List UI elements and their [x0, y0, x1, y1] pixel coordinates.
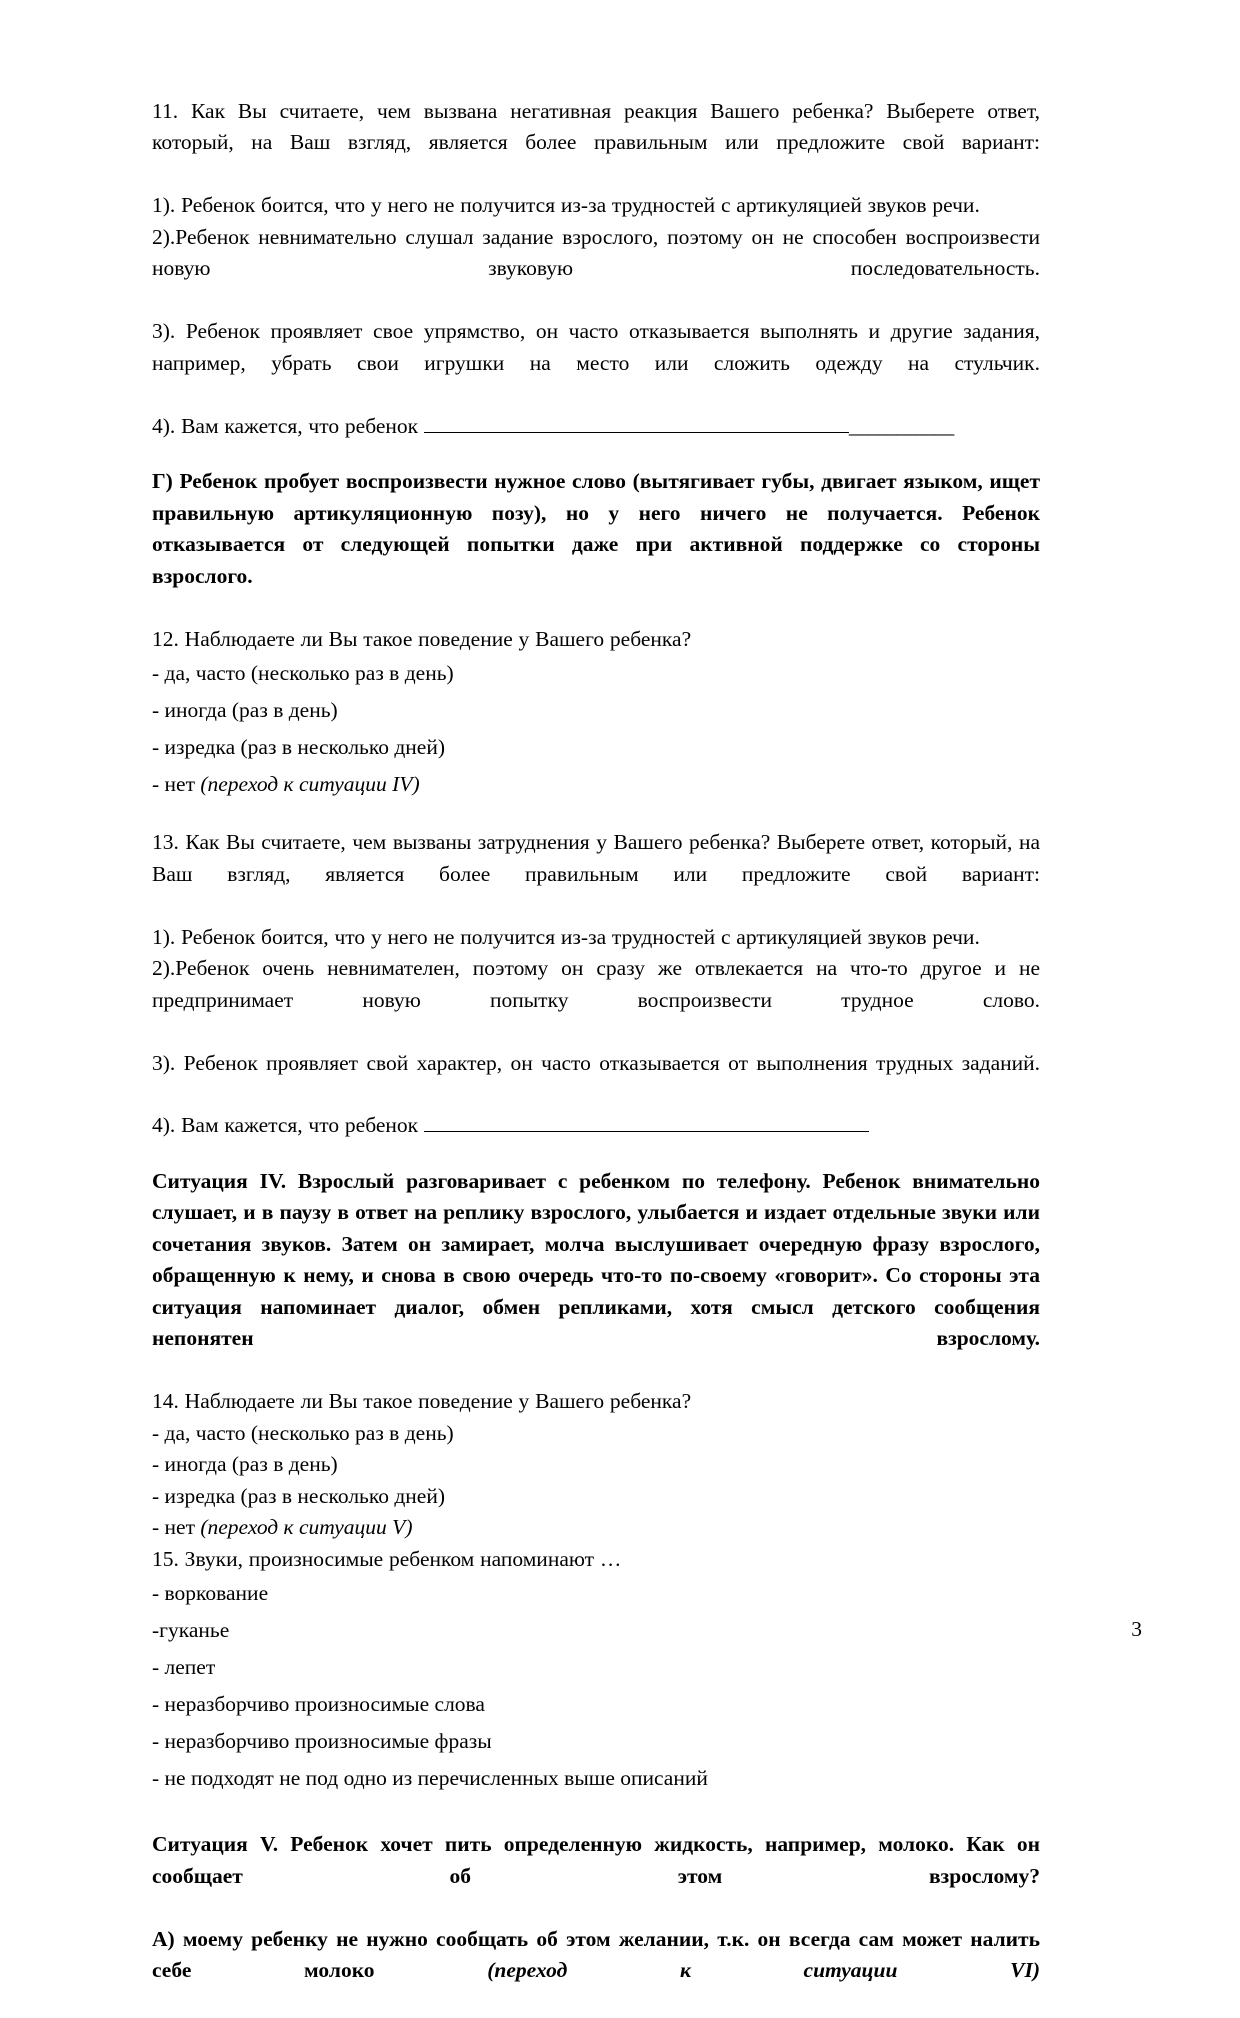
spacer: [152, 803, 1040, 827]
situation-v-heading: Ситуация V. Ребенок хочет пить определенную жидкость, например, молоко. Как он сообщает об этом взрослому?: [152, 1832, 1040, 1888]
question-11-option-4: [152, 411, 1040, 442]
question-15-text: 15. Звуки, произносимые ребенком напоминают …: [152, 1546, 622, 1571]
question-12-option-no-label: - нет: [152, 772, 201, 797]
question-15-option-unclear-words[interactable]: - неразборчиво произносимые слова: [152, 1692, 485, 1717]
question-13-text: 13. Как Вы считаете, чем вызваны затруднения у Вашего ребенка? Выберете ответ, который, на Ваш взгляд, является более правильным или предложите свой вариант:: [152, 830, 1040, 886]
question-14-option-no[interactable]: [152, 1512, 1040, 1543]
question-14-option-sometimes[interactable]: - иногда (раз в день): [152, 1452, 338, 1477]
section-g-heading: Г) Ребенок пробует воспроизвести нужное слово (вытягивает губы, двигает языком, ищет правильную артикуляционную позу), но у него ничего не получается. Ребенок отказывается от следующей попытки даже при активной поддержке со стороны взрослого.: [152, 469, 1040, 588]
question-14-option-no-label: - нет: [152, 1515, 201, 1540]
question-13-option-4-label: 4). Вам кажется, что ребенок: [152, 1113, 419, 1138]
question-14-text: 14. Наблюдаете ли Вы такое поведение у Вашего ребенка?: [152, 1389, 692, 1414]
question-13-option-3: 3). Ребенок проявляет свой характер, он часто отказывается от выполнения трудных заданий.: [152, 1050, 1040, 1075]
question-15-option-gukanye[interactable]: -гуканье: [152, 1618, 230, 1643]
question-15-option-babbling[interactable]: - лепет: [152, 1655, 216, 1680]
question-13-answer-blank[interactable]: [424, 1111, 869, 1132]
question-12-option-rarely[interactable]: - изредка (раз в несколько дней): [152, 735, 445, 760]
question-11-answer-blank[interactable]: [424, 411, 849, 432]
question-15-option-cooing[interactable]: - воркование: [152, 1581, 269, 1606]
question-11-option-4-label: 4). Вам кажется, что ребенок: [152, 413, 419, 438]
question-14-option-rarely[interactable]: - изредка (раз в несколько дней): [152, 1483, 445, 1508]
question-11-option-2: 2).Ребенок невнимательно слушал задание взрослого, поэтому он не способен воспроизвести новую звуковую последовательность.: [152, 224, 1040, 281]
question-15-option-unclear-phrases[interactable]: - неразборчиво произносимые фразы: [152, 1729, 492, 1754]
question-12-option-no-note: (переход к ситуации IV): [200, 772, 420, 797]
question-11-trailing-dashes: ___________: [848, 413, 953, 438]
question-12-option-yes-often[interactable]: - да, часто (несколько раз в день): [152, 661, 454, 686]
spacer: [152, 442, 1040, 466]
spacer: [152, 1142, 1040, 1166]
question-15-option-none-of-above[interactable]: - не подходят не под одно из перечисленных выше описаний: [152, 1766, 708, 1791]
page-content: [152, 96, 1040, 2018]
question-14-option-no-note: (переход к ситуации V): [200, 1515, 413, 1540]
question-14-option-yes-often[interactable]: - да, часто (несколько раз в день): [152, 1420, 454, 1445]
question-12-option-sometimes[interactable]: - иногда (раз в день): [152, 698, 338, 723]
question-11-option-1: 1). Ребенок боится, что у него не получится из-за трудностей с артикуляцией звуков речи.: [152, 193, 980, 218]
question-12-option-no[interactable]: [152, 766, 1040, 803]
question-12-text: 12. Наблюдаете ли Вы такое поведение у Вашего ребенка?: [152, 626, 692, 651]
situation-iv-heading: Ситуация IV. Взрослый разговаривает с ребенком по телефону. Ребенок внимательно слушает, и в паузу в ответ на реплику взрослого, улыбается и издает отдельные звуки или сочетания звуков. Затем он замирает, молча выслушивает очередную фразу взрослого, обращенную к нему, и снова в свою очередь что-то по-своему «говорит». Со стороны эта ситуация напоминает диалог, обмен репликами, хотя смысл детского сообщения непонятен взрослому.: [152, 1168, 1040, 1351]
spacer: [152, 1797, 1040, 1829]
question-11-option-3: 3). Ребенок проявляет свое упрямство, он часто отказывается выполнять и другие задания, например, убрать свои игрушки на место или сложить одежду на стульчик.: [152, 319, 1040, 375]
question-13-option-2: 2).Ребенок очень невнимателен, поэтому он сразу же отвлекается на что-то другое и не предпринимает новую попытку воспроизвести трудное слово.: [152, 956, 1040, 1012]
question-11-text: 11. Как Вы считаете, чем вызвана негативная реакция Вашего ребенка? Выберете ответ, который, на Ваш взгляд, является более правильным или предложите свой вариант:: [152, 99, 1040, 155]
question-13-option-1: 1). Ребенок боится, что у него не получится из-за трудностей с артикуляцией звуков речи.: [152, 924, 980, 949]
situation-v-option-a[interactable]: [152, 1924, 1040, 2018]
situation-v-option-a-label: А) моему ребенку не нужно сообщать об этом желании, т.к. он всегда сам может налить себе молоко: [152, 1926, 1040, 1982]
situation-v-option-a-note: (переход к ситуации VI): [487, 1958, 1040, 1982]
question-13-option-4: [152, 1110, 1040, 1141]
page-number: 3: [1131, 1617, 1142, 1641]
